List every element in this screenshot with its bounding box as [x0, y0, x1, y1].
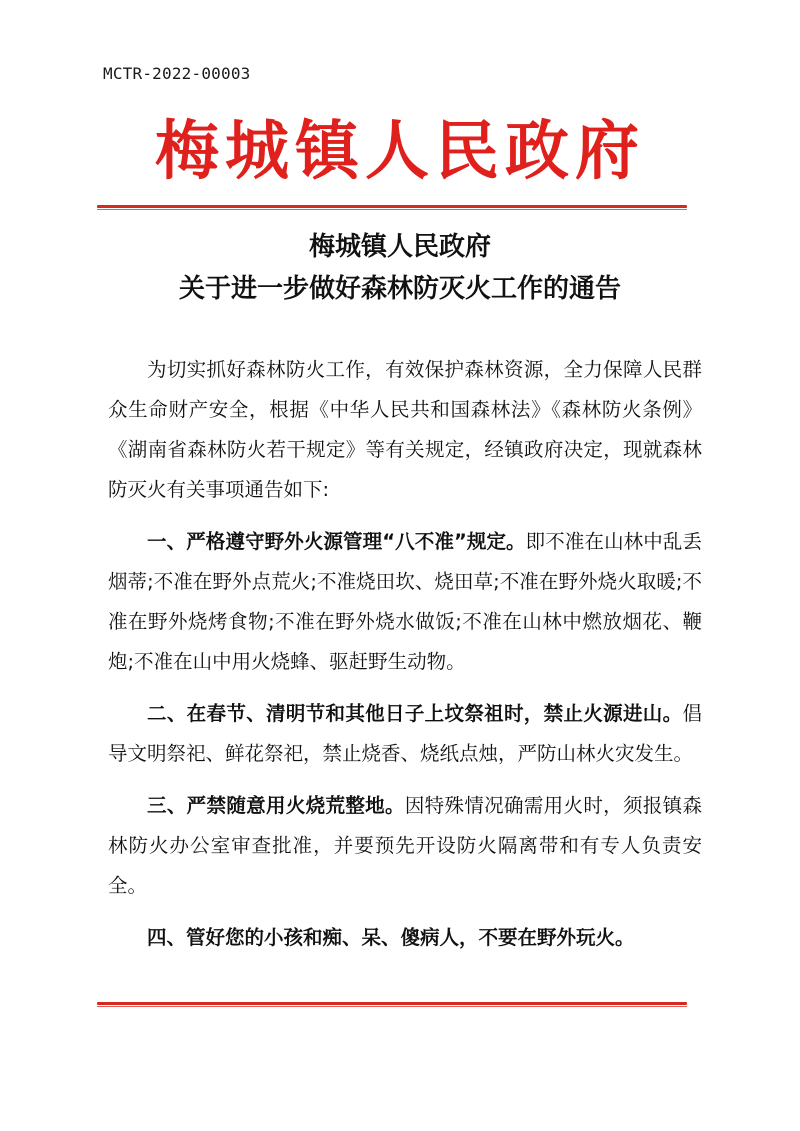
paragraph-text: 因特殊情况确需用火时，须报镇森林防火办公室审查批准，并要预先开设防火隔离带和有专人负责安全。: [108, 794, 702, 897]
paragraph-intro: [108, 350, 702, 510]
footer-divider: [97, 1002, 687, 1008]
masthead-title: 梅城镇人民政府: [155, 114, 645, 189]
paragraph-lead: 四、管好您的小孩和痴、呆、傻病人，不要在野外玩火。: [147, 926, 635, 949]
paragraph-lead: 三、严禁随意用火烧荒整地。: [147, 794, 405, 817]
notice-title-line-2: 关于进一步做好森林防灭火工作的通告: [178, 274, 621, 304]
paragraph-text: 倡导文明祭祀、鲜花祭祀，禁止烧香、烧纸点烛，严防山林火灾发生。: [108, 702, 702, 765]
divider-thin-line: [97, 209, 687, 210]
divider-thin-line: [97, 1006, 687, 1007]
paragraph-item-1: [108, 522, 702, 682]
paragraph-item-2: [108, 694, 702, 774]
paragraph-lead: 二、在春节、清明节和其他日子上坟祭祖时，禁止火源进山。: [147, 702, 683, 725]
divider-thick-line: [97, 205, 687, 208]
paragraph-item-4: [108, 918, 702, 958]
notice-body: [108, 350, 702, 958]
masthead-divider: [97, 205, 687, 211]
divider-thick-line: [97, 1002, 687, 1005]
paragraph-text: 为切实抓好森林防火工作，有效保护森林资源，全力保障人民群众生命财产安全，根据《中华人民共和国森林法》《森林防火条例》《湖南省森林防火若干规定》等有关规定，经镇政府决定，现就森林防灭火有关事项通告如下:: [108, 358, 702, 501]
paragraph-text: 即不准在山林中乱丢烟蒂;不准在野外点荒火;不准烧田坎、烧田草;不准在野外烧火取暖;不准在野外烧烤食物;不准在野外烧水做饭;不准在山林中燃放烟花、鞭炮;不准在山中用火烧蜂、驱赶野生动物。: [108, 530, 702, 673]
notice-title-line-1: 梅城镇人民政府: [308, 232, 491, 262]
document-number: MCTR-2022-00003: [103, 64, 251, 83]
paragraph-lead: 一、严格遵守野外火源管理“八不准”规定。: [147, 530, 526, 553]
paragraph-item-3: [108, 786, 702, 906]
